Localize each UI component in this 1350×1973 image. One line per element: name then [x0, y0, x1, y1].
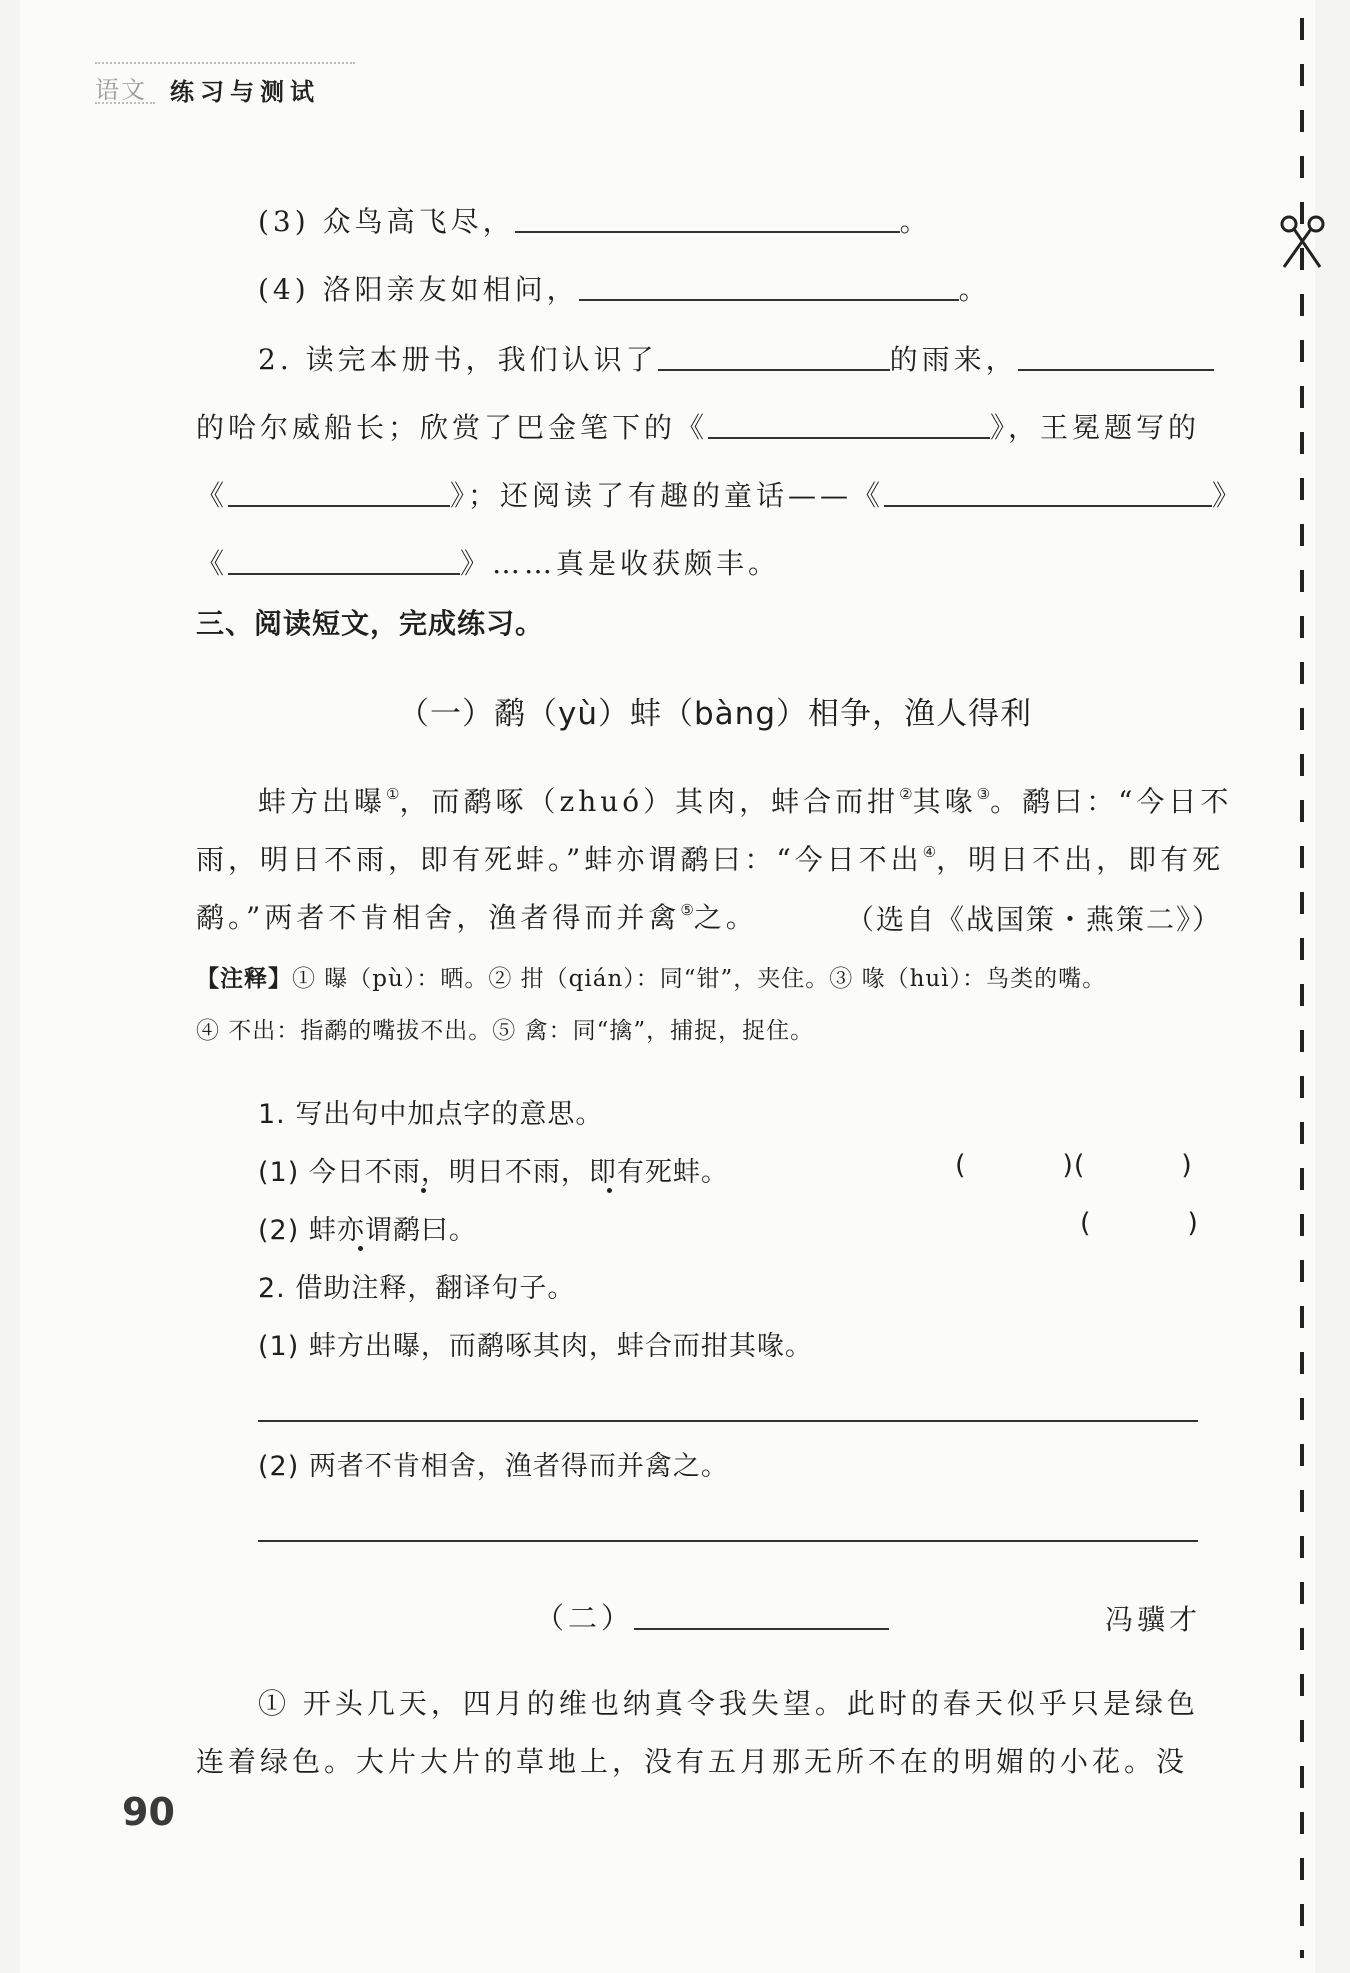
passage-source: （选自《战国策・燕策二》）: [846, 903, 1223, 936]
notes-line-2: ④ 不出：指鹬的嘴拔不出。⑤ 禽：同“擒”，捕捉，捉住。: [196, 1018, 815, 1044]
passage-text: 之。: [693, 901, 758, 934]
answer-line[interactable]: [258, 1420, 1198, 1422]
poem-text-3: 众鸟高飞尽，: [322, 205, 515, 238]
footnote-ref: ⑤: [680, 901, 694, 919]
notes-line-1: [196, 960, 1106, 993]
passage-2-author: 冯骥才: [1105, 1603, 1202, 1636]
passage-2-title: [535, 1596, 889, 1637]
answer-blank[interactable]: [228, 545, 460, 575]
answer-parens[interactable]: ( ): [1080, 1208, 1199, 1239]
scissors-icon: [1278, 215, 1328, 271]
passage-1-line-2: [196, 838, 1224, 878]
footnote-ref: ②: [899, 785, 913, 803]
footnote-ref: ④: [922, 843, 937, 861]
header-subject-dotted-rule: [95, 102, 155, 104]
notes-text: ① 曝（pù）：晒。② 拑（qián）：同“钳”，夹住。③ 喙（huì）：鸟类的嘴。: [292, 966, 1107, 992]
page-header: [95, 62, 355, 106]
header-title: 练习与测试: [170, 78, 320, 106]
q2-text: 》……真是收获颇丰。: [460, 547, 781, 580]
poem-label-3: (3): [258, 205, 310, 238]
q2-text: 2. 读完本册书，我们认识了: [258, 343, 658, 376]
q2-line-4: [196, 542, 780, 582]
passage-text: 其喙: [912, 785, 977, 818]
passage-2-line-1: ① 开头几天，四月的维也纳真令我失望。此时的春天似乎只是绿色: [258, 1687, 1199, 1720]
passage-text: ，明日不出，即有死: [936, 843, 1225, 876]
footnote-ref: ③: [976, 785, 991, 803]
cut-line: [1300, 18, 1304, 1958]
header-dotted-rule: [95, 62, 355, 64]
answer-blank[interactable]: [1018, 341, 1214, 371]
passage-1-title: （一）鹬（yù）蚌（bàng）相争，渔人得利: [398, 696, 1032, 732]
passage-1-line-1: [258, 780, 1232, 820]
poem-line-4: [258, 268, 991, 308]
exercise-1: 1. 写出句中加点字的意思。: [258, 1099, 604, 1130]
poem-line-3: [258, 200, 932, 240]
q2-text: 》；还阅读了有趣的童话——《: [450, 479, 885, 512]
q2-text: 《: [196, 479, 229, 512]
q2-text: 的哈尔威船长；欣赏了巴金笔下的《: [196, 411, 709, 444]
passage-1-line-3: [196, 896, 758, 936]
passage-text: 蚌方出曝: [258, 785, 387, 818]
answer-blank[interactable]: [515, 203, 900, 233]
passage-text: 雨，明日不雨，即有死蚌。”蚌亦谓鹬曰：“今日不出: [196, 843, 923, 876]
emphasis-dot: [607, 1188, 612, 1193]
q2-text: 》，王冕题写的: [990, 411, 1201, 444]
answer-blank[interactable]: [708, 409, 990, 439]
emphasis-dot: [421, 1188, 426, 1193]
page-number: 90: [122, 1790, 175, 1834]
exercise-1-1: (1) 今日不雨，明日不雨，即有死蚌。: [258, 1157, 729, 1188]
section-heading: 三、阅读短文，完成练习。: [196, 607, 545, 640]
answer-line[interactable]: [258, 1540, 1198, 1542]
footnote-ref: ①: [386, 785, 400, 803]
answer-blank[interactable]: [579, 271, 959, 301]
answer-blank[interactable]: [884, 477, 1212, 507]
passage-text: ，而鹬啄（zhuó）其肉，蚌合而拑: [399, 785, 900, 818]
poem-end-4: 。: [958, 273, 991, 306]
answer-parens[interactable]: ( )( ): [955, 1150, 1193, 1181]
header-subject: 语文: [95, 76, 147, 104]
passage-text: 。鹬曰：“今日不: [990, 785, 1233, 818]
q2-line-1: [258, 338, 1214, 378]
emphasis-dot: [358, 1246, 363, 1251]
poem-text-4: 洛阳亲友如相问，: [322, 273, 579, 306]
answer-blank[interactable]: [658, 341, 890, 371]
q2-line-2: [196, 406, 1200, 446]
passage-2-title-label: （二）: [535, 1601, 635, 1635]
q2-line-3: [196, 474, 1244, 514]
answer-blank[interactable]: [634, 1600, 889, 1630]
notes-label: 【注释】: [196, 966, 292, 992]
q2-text: 》: [1212, 479, 1245, 512]
poem-end-3: 。: [899, 205, 932, 238]
poem-label-4: (4): [258, 273, 310, 306]
passage-2-line-2: 连着绿色。大片大片的草地上，没有五月那无所不在的明媚的小花。没: [196, 1745, 1189, 1778]
exercise-2-1: (1) 蚌方出曝，而鹬啄其肉，蚌合而拑其喙。: [258, 1331, 813, 1362]
exercise-2-2: (2) 两者不肯相舍，渔者得而并禽之。: [258, 1451, 729, 1482]
answer-blank[interactable]: [228, 477, 450, 507]
exercise-2: 2. 借助注释，翻译句子。: [258, 1273, 576, 1304]
q2-text: 《: [196, 547, 229, 580]
q2-text: 的雨来，: [889, 343, 1018, 376]
passage-text: 鹬。”两者不肯相舍，渔者得而并禽: [196, 901, 681, 934]
exercise-1-2: (2) 蚌亦谓鹬曰。: [258, 1215, 477, 1246]
